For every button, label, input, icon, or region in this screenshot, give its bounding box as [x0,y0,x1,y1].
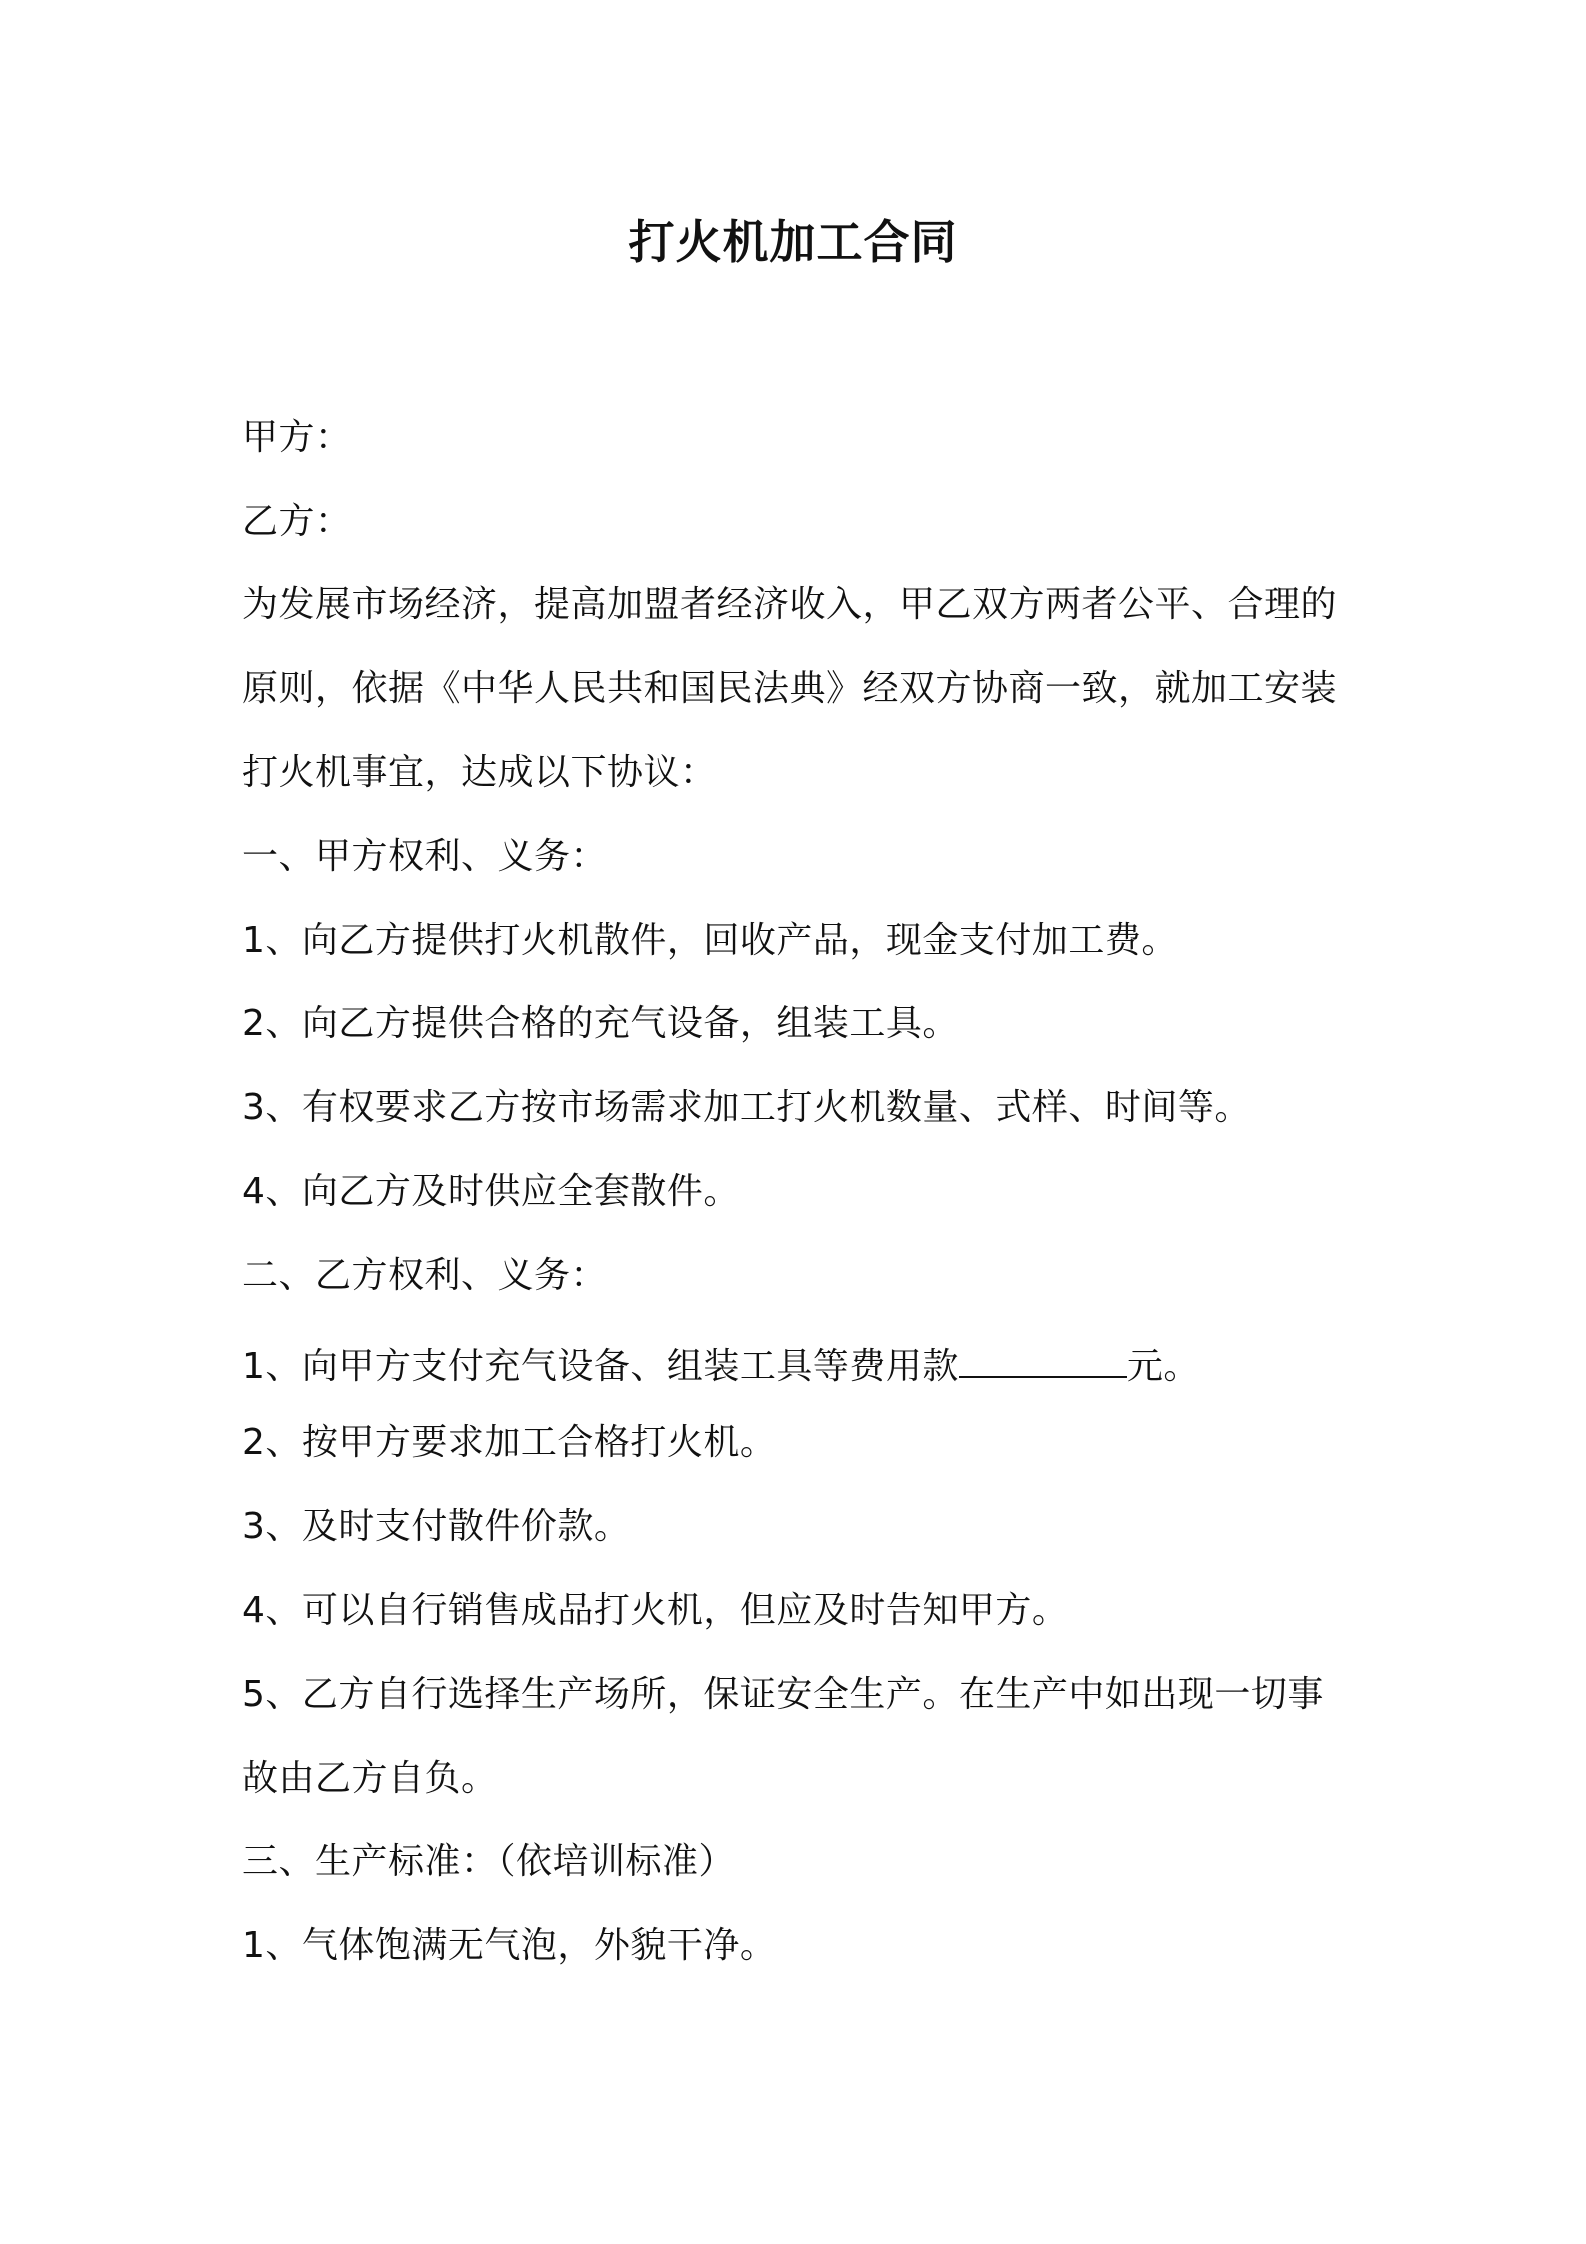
preamble-line: 为发展市场经济，提高加盟者经济收入，甲乙双方两者公平、合理的 [242,584,1338,625]
section1-item: 1、向乙方提供打火机散件，回收产品，现金支付加工费。 [242,920,1178,961]
preamble-line: 原则，依据《中华人民共和国民法典》经双方协商一致，就加工安装 [242,668,1338,709]
section2-item: 故由乙方自负。 [242,1758,498,1799]
party-b-label: 乙方： [242,501,352,542]
section2-item: 2、按甲方要求加工合格打火机。 [242,1422,777,1463]
section3-item: 1、气体饱满无气泡，外貌干净。 [242,1925,777,1966]
section2-heading: 二、乙方权利、义务： [242,1255,608,1296]
amount-blank [959,1342,1127,1378]
section1-item: 3、有权要求乙方按市场需求加工打火机数量、式样、时间等。 [242,1087,1251,1128]
section1-heading: 一、甲方权利、义务： [242,836,608,877]
preamble-line: 打火机事宜，达成以下协议： [242,752,717,793]
section1-item: 2、向乙方提供合格的充气设备，组装工具。 [242,1003,959,1044]
section2-item: 3、及时支付散件价款。 [242,1506,631,1547]
section2-item-payment [242,1342,1362,1391]
section3-heading: 三、生产标准：（依培训标准） [242,1841,736,1882]
document-title: 打火机加工合同 [628,215,958,269]
party-a-label: 甲方： [242,417,352,458]
payment-unit: 元。 [1126,1346,1200,1387]
section1-item: 4、向乙方及时供应全套散件。 [242,1171,740,1212]
section2-item: 4、可以自行销售成品打火机，但应及时告知甲方。 [242,1590,1069,1631]
payment-text: 1、向甲方支付充气设备、组装工具等费用款 [242,1346,959,1387]
section2-item: 5、乙方自行选择生产场所，保证安全生产。在生产中如出现一切事 [242,1674,1324,1715]
